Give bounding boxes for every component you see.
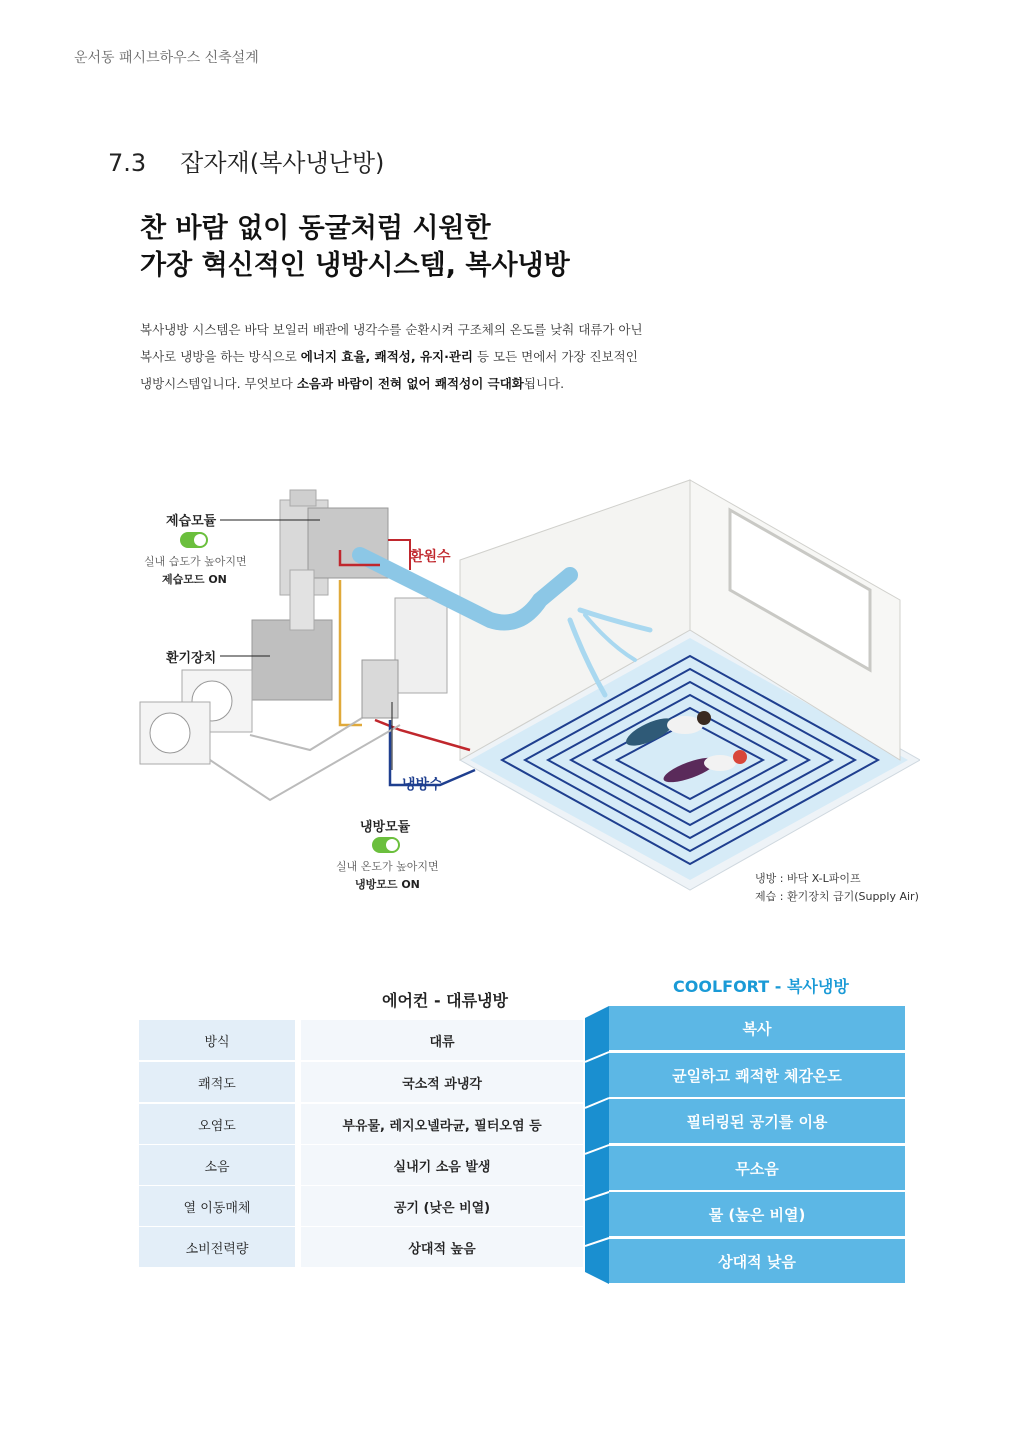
coolfort-column xyxy=(585,1006,905,1284)
dehumid-desc: 실내 습도가 높아지면 xyxy=(144,555,247,568)
dehumid-module-label: 제습모듈 xyxy=(166,514,217,529)
coolfort-value: 균일하고 쾌적한 체감온도 xyxy=(609,1053,905,1097)
headline xyxy=(140,210,570,284)
legend-cooling: 냉방 : 바닥 X-L파이프 xyxy=(755,872,861,885)
dehumid-toggle-icon xyxy=(180,532,208,548)
row-label: 오염도 xyxy=(139,1104,295,1144)
aircon-value: 국소적 과냉각 xyxy=(301,1062,583,1102)
aircon-column-header: 에어컨 - 대류냉방 xyxy=(382,991,508,1010)
coolfort-value: 무소음 xyxy=(609,1146,905,1190)
diagram-legend xyxy=(755,870,919,906)
ventilation-unit-label: 환기장치 xyxy=(166,651,217,666)
body-line-2 xyxy=(140,343,700,370)
coolfort-value: 물 (높은 비열) xyxy=(609,1192,905,1236)
radiant-cooling-illustration xyxy=(130,470,920,920)
aircon-value: 실내기 소음 발생 xyxy=(301,1145,583,1185)
body-text: 됩니다. xyxy=(523,376,565,391)
section-title-text: 잡자재(복사냉난방) xyxy=(180,149,385,177)
return-water-label: 환원수 xyxy=(410,549,451,565)
row-label: 방식 xyxy=(139,1020,295,1060)
section-title xyxy=(108,143,384,178)
dehumid-mode: 제습모드 ON xyxy=(162,573,227,586)
row-label: 소음 xyxy=(139,1145,295,1185)
body-line-1: 복사냉방 시스템은 바닥 보일러 배관에 냉각수를 순환시켜 구조체의 온도를 낮춰 대류가 아닌 xyxy=(140,322,643,337)
aircon-value: 공기 (낮은 비열) xyxy=(301,1186,583,1226)
coolfort-value: 상대적 낮음 xyxy=(609,1239,905,1283)
headline-line-1: 찬 바람 없이 동굴처럼 시원한 xyxy=(140,213,491,244)
body-text: 냉방시스템입니다. 무엇보다 xyxy=(140,376,297,391)
body-emphasis: 소음과 바람이 전혀 없어 쾌적성이 극대화 xyxy=(296,376,524,391)
aircon-value: 부유물, 레지오넬라균, 필터오염 등 xyxy=(301,1104,583,1144)
system-diagram-graphic xyxy=(130,470,920,920)
body-line-3 xyxy=(140,370,700,397)
body-text: 등 모든 면에서 가장 진보적인 xyxy=(473,349,638,364)
section-number: 7.3 xyxy=(108,149,147,177)
row-label: 소비전력량 xyxy=(139,1227,295,1267)
cooling-desc: 실내 온도가 높아지면 xyxy=(336,860,439,873)
cooling-mode: 냉방모드 ON xyxy=(355,878,420,891)
legend-dehumid: 제습 : 환기장치 급기(Supply Air) xyxy=(755,890,919,903)
headline-line-2: 가장 혁신적인 냉방시스템, 복사냉방 xyxy=(140,250,570,281)
aircon-value: 대류 xyxy=(301,1020,583,1060)
cooling-toggle-icon xyxy=(372,837,400,853)
row-label: 쾌적도 xyxy=(139,1062,295,1102)
coolfort-value: 필터링된 공기를 이용 xyxy=(609,1099,905,1143)
running-header: 운서동 패시브하우스 신축설계 xyxy=(74,50,259,66)
body-emphasis: 에너지 효율, 쾌적성, 유지·관리 xyxy=(300,349,473,364)
coolfort-side-band xyxy=(585,1006,611,1284)
cooling-water-label: 냉방수 xyxy=(402,777,443,793)
row-label: 열 이동매체 xyxy=(139,1186,295,1226)
coolfort-column-header: COOLFORT - 복사냉방 xyxy=(673,977,849,996)
cooling-module-label: 냉방모듈 xyxy=(360,820,411,835)
body-text: 복사로 냉방을 하는 방식으로 xyxy=(140,349,301,364)
aircon-value: 상대적 높음 xyxy=(301,1227,583,1267)
coolfort-value: 복사 xyxy=(609,1006,905,1050)
body-paragraph xyxy=(140,316,700,397)
